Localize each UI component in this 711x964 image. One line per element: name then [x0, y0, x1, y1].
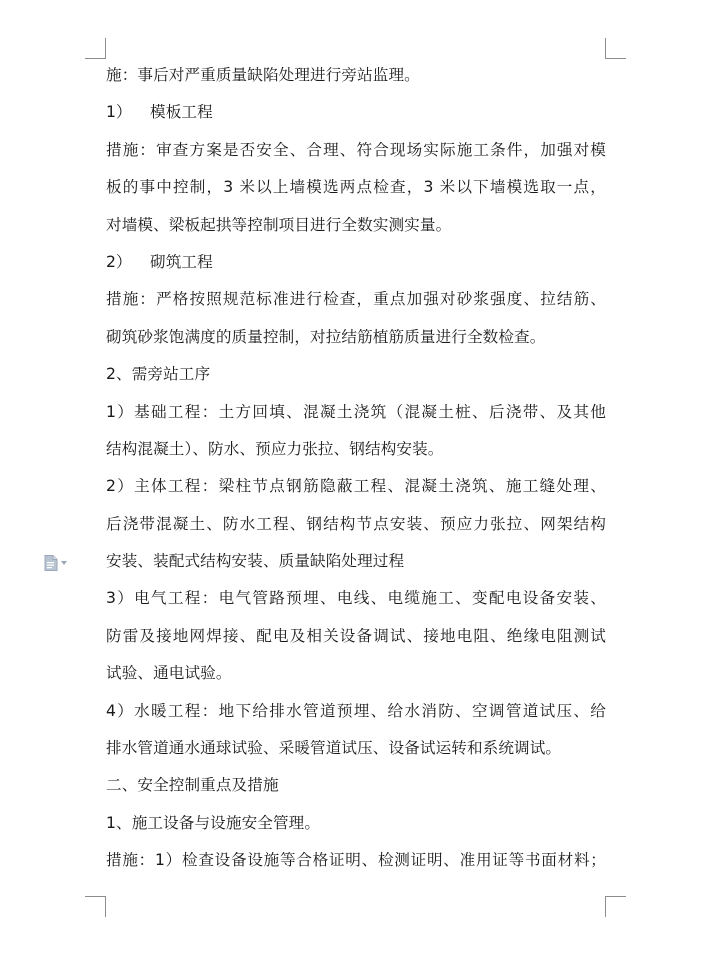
paragraph-line: 对墙模、梁板起拱等控制项目进行全数实测实量。	[106, 215, 452, 234]
paragraph-line: 试验、通电试验。	[106, 664, 232, 683]
paragraph-line: 防雷及接地网焊接、配电及相关设备调试、接地电阻、绝缘电阻测试	[106, 626, 606, 645]
heading-text: 模板工程	[150, 103, 213, 122]
paragraph-line: 2）主体工程：梁柱节点钢筋隐蔽工程、混凝土浇筑、施工缝处理、	[106, 477, 606, 496]
numbered-heading	[106, 99, 606, 136]
paragraph-line: 措施：严格按照规范标准进行检查，重点加强对砂浆强度、拉结筋、	[106, 290, 606, 309]
crop-mark-bottom-right	[605, 896, 626, 917]
paragraph-line: 施：事后对严重质量缺陷处理进行旁站监理。	[106, 66, 420, 84]
crop-mark-top-right	[605, 38, 626, 59]
paragraph-line: 3）电气工程：电气管路预埋、电线、电缆施工、变配电设备安装、	[106, 589, 606, 608]
paragraph-line: 措施：审查方案是否安全、合理、符合现场实际施工条件，加强对模	[106, 140, 606, 159]
paragraph-line: 4）水暖工程：地下给排水管道预埋、给水消防、空调管道试压、给	[106, 701, 606, 720]
heading-number: 1）	[106, 103, 132, 122]
paragraph-line: 1）基础工程：土方回填、混凝土浇筑（混凝土桩、后浇带、及其他	[106, 402, 606, 421]
document-icon	[44, 555, 58, 571]
section-heading: 1、施工设备与设施安全管理。	[106, 813, 321, 832]
crop-mark-bottom-left	[85, 896, 106, 917]
paragraph-line: 安装、装配式结构安装、质量缺陷处理过程	[106, 552, 405, 571]
paragraph-line: 砌筑砂浆饱满度的质量控制，对拉结筋植筋质量进行全数检查。	[106, 327, 546, 346]
document-body	[106, 62, 606, 885]
chevron-down-icon	[61, 561, 67, 565]
section-heading: 2、需旁站工序	[106, 365, 211, 384]
paragraph-line: 后浇带混凝土、防水工程、钢结构节点安装、预应力张拉、网架结构	[106, 514, 606, 533]
heading-text: 砌筑工程	[150, 252, 213, 271]
crop-mark-top-left	[85, 38, 106, 59]
margin-document-icon[interactable]	[44, 555, 67, 571]
heading-number: 2）	[106, 252, 132, 271]
paragraph-line: 板的事中控制，3 米以上墙模选两点检查，3 米以下墙模选取一点，	[106, 178, 606, 197]
paragraph-line: 措施：1）检查设备设施等合格证明、检测证明、准用证等书面材料；	[106, 851, 606, 870]
paragraph-line: 结构混凝土）、防水、预应力张拉、钢结构安装。	[106, 439, 444, 458]
paragraph-line: 排水管道通水通球试验、采暖管道试压、设备试运转和系统调试。	[106, 739, 562, 758]
section-heading: 二、安全控制重点及措施	[106, 776, 279, 795]
numbered-heading	[106, 249, 606, 286]
